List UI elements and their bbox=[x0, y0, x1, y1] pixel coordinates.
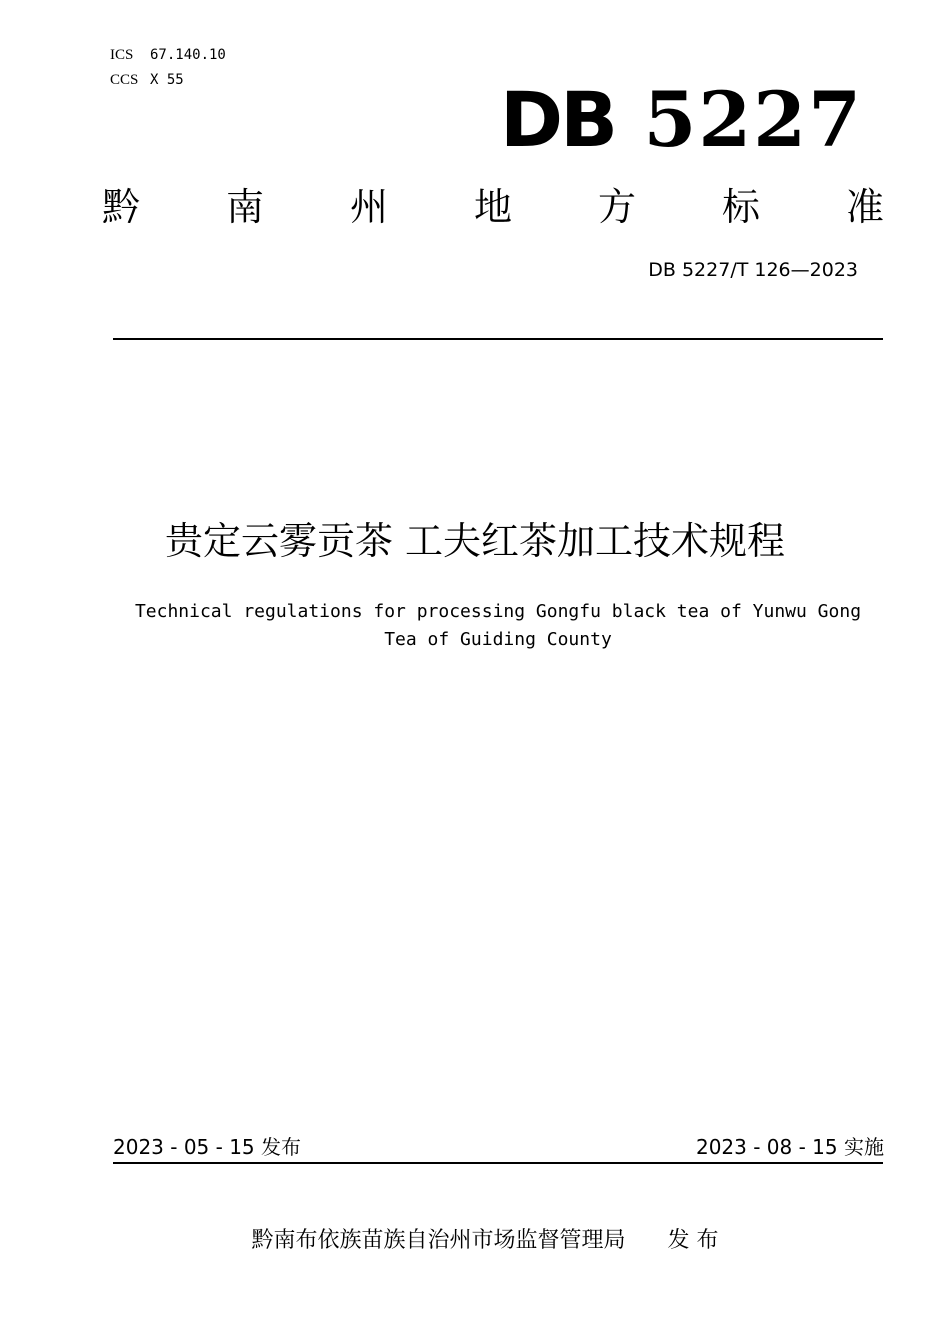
ics-value: 67.140.10 bbox=[150, 47, 226, 63]
standard-type-char: 州 bbox=[349, 185, 388, 229]
ics-line bbox=[110, 46, 226, 64]
standard-type-heading bbox=[98, 182, 888, 232]
implementation-date: 2023 - 08 - 15 实施 bbox=[695, 1135, 884, 1159]
ccs-line bbox=[110, 71, 184, 89]
standard-mark-number: 5227 bbox=[643, 75, 864, 164]
standard-mark-prefix: DB bbox=[500, 75, 616, 164]
standard-type-char: 地 bbox=[473, 185, 512, 229]
ccs-value: X 55 bbox=[150, 72, 184, 88]
document-title-chinese: 贵定云雾贡茶 工夫红茶加工技术规程 bbox=[164, 519, 786, 563]
ccs-label: CCS bbox=[110, 72, 139, 88]
ics-label: ICS bbox=[110, 47, 134, 63]
standard-type-char: 南 bbox=[225, 185, 264, 229]
standard-code: DB 5227/T 126—2023 bbox=[648, 259, 858, 281]
issuing-authority: 黔南布依族苗族自治州市场监督管理局 发 布 bbox=[251, 1228, 719, 1253]
standard-type-char: 方 bbox=[597, 185, 636, 229]
document-title-english: Technical regulations for processing Gongfu black tea of Yunwu Gong Tea of Guiding County bbox=[134, 601, 862, 650]
standard-type-char: 准 bbox=[845, 185, 884, 229]
footer-divider bbox=[113, 1162, 883, 1164]
release-date: 2023 - 05 - 15 发布 bbox=[113, 1135, 302, 1159]
header-divider bbox=[113, 338, 883, 340]
standard-type-char: 黔 bbox=[101, 185, 140, 229]
standard-type-char: 标 bbox=[721, 185, 760, 229]
standard-mark bbox=[500, 75, 864, 164]
